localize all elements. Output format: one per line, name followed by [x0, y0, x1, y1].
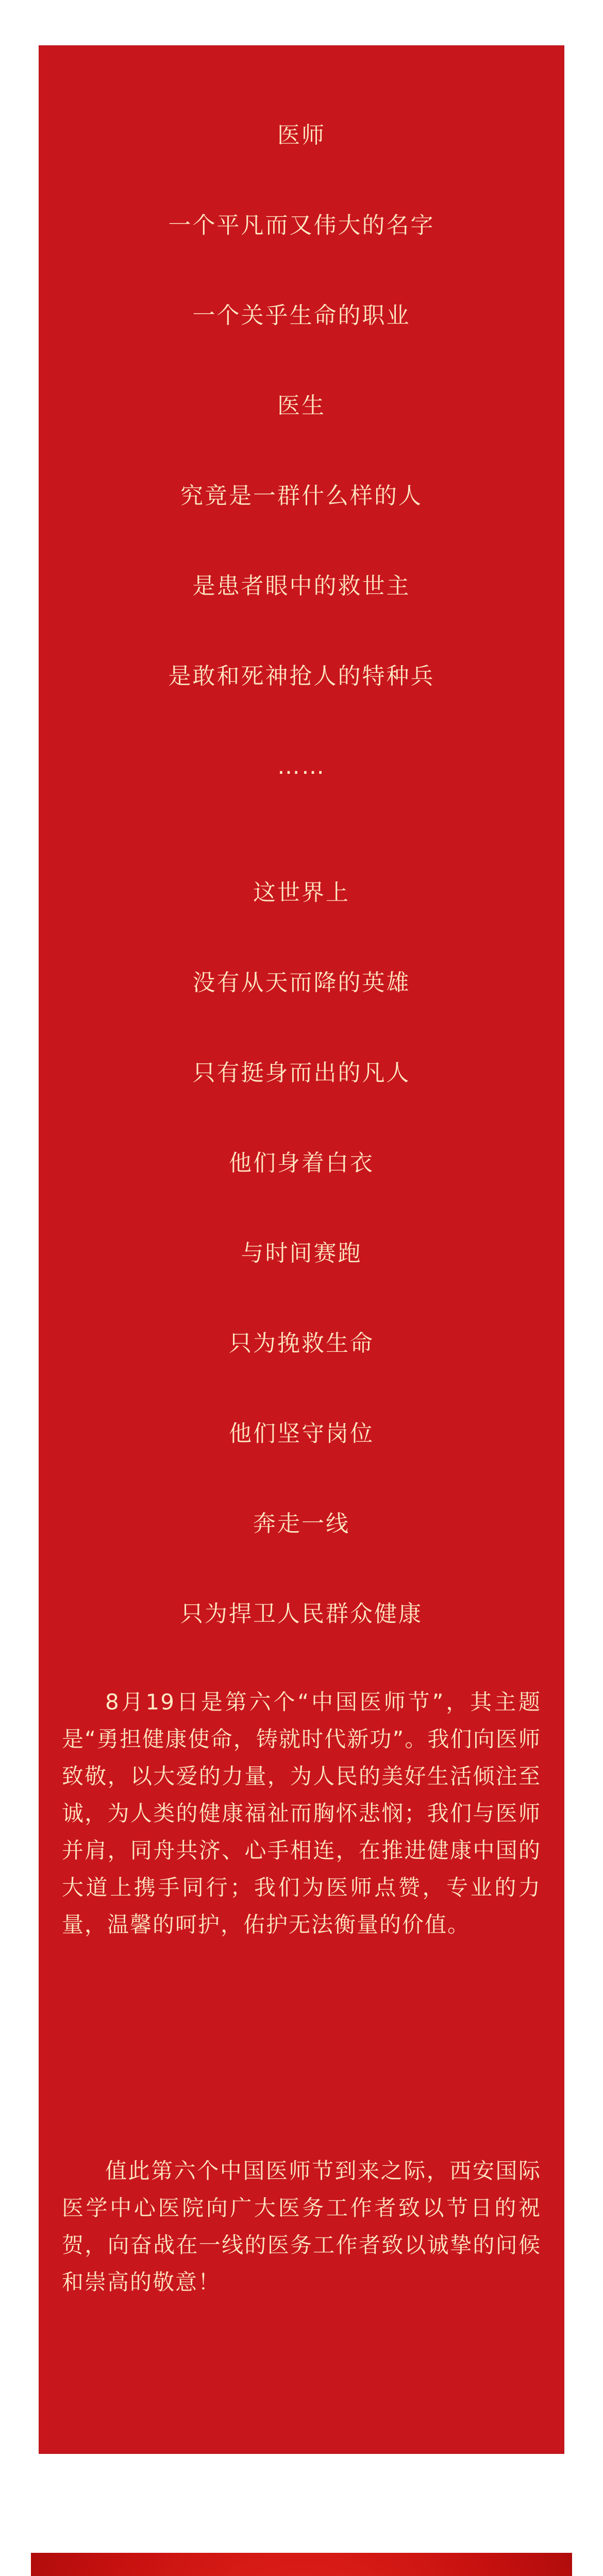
- poem-line: 他们坚守岗位: [229, 1420, 374, 1447]
- poem-line: 一个平凡而又伟大的名字: [168, 212, 435, 239]
- poem-line: 医生: [277, 393, 326, 419]
- poem-line: 医师: [277, 122, 326, 148]
- poem-line: 只为挽救生命: [229, 1330, 374, 1357]
- poem-line: 没有从天而降的英雄: [192, 970, 411, 996]
- paragraph-greeting: 值此第六个中国医师节到来之际，西安国际医学中心医院向广大医务工作者致以节日的祝贺，向奋战在一线的医务工作者致以诚挚的问候和崇高的敬意！: [62, 2158, 541, 2295]
- poem-line: 与时间赛跑: [241, 1240, 362, 1266]
- poem-line: 是患者眼中的救世主: [192, 573, 411, 599]
- poem-line: 一个关乎生命的职业: [192, 302, 411, 329]
- poem-line: ……: [277, 753, 326, 779]
- doctors-day-poster: [31, 2553, 572, 2576]
- decorative-swoosh: [31, 2562, 572, 2576]
- paragraph-theme: 8月19日是第六个“中国医师节”，其主题是“勇担健康使命，铸就时代新功”。我们向医师致敬，以大爱的力量，为人民的美好生活倾注至诚，为人类的健康福祉而胸怀悲悯；我们与医师并肩，同舟共济、心手相连，在推进健康中国的大道上携手同行；我们为医师点赞，专业的力量，温馨的呵护，佑护无法衡量的价值。: [62, 1689, 541, 1937]
- letter-panel: [39, 45, 564, 2454]
- poem-line: 奔走一线: [253, 1511, 350, 1537]
- poem-line: 只有挺身而出的凡人: [192, 1060, 411, 1086]
- poem-line: 究竟是一群什么样的人: [180, 483, 423, 509]
- poem-line: 是敢和死神抢人的特种兵: [168, 663, 435, 689]
- poem-line: 他们身着白衣: [229, 1150, 374, 1176]
- poem-line: 只为捍卫人民群众健康: [180, 1601, 423, 1627]
- poem-line: 这世界上: [253, 879, 350, 906]
